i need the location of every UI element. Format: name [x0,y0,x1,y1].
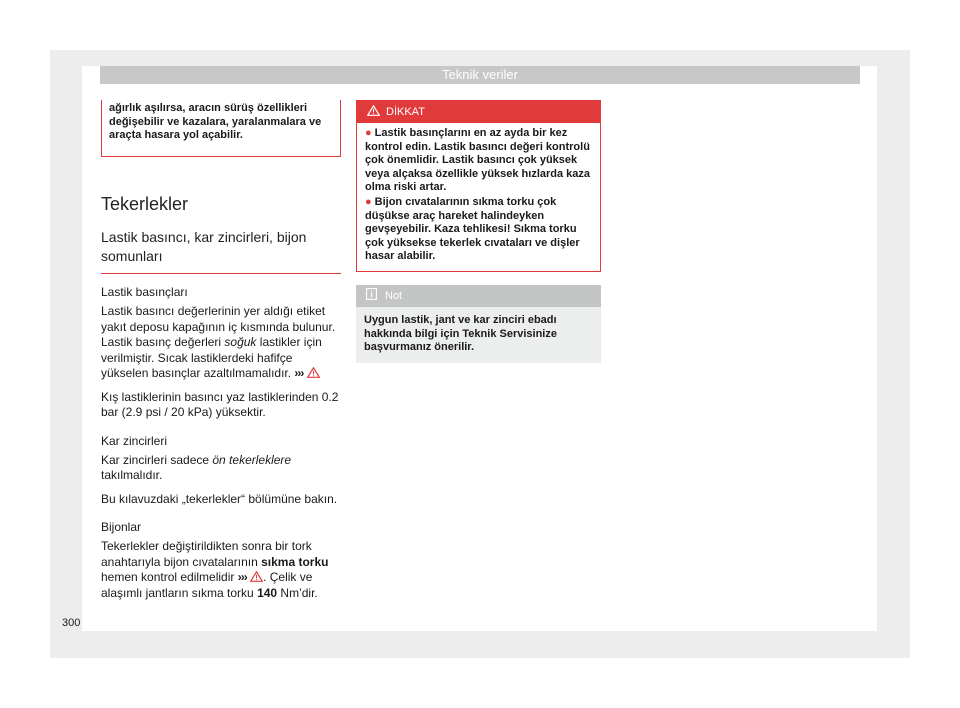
note-body: Uygun lastik, jant ve kar zinciri ebadı hakkında bilgi için Teknik Servisinize başvurmanız önerilir. [364,313,557,354]
page-header: Teknik veriler [100,66,860,84]
info-note-icon [366,288,377,300]
winter-tire-paragraph: Kış lastiklerinin basıncı yaz lastiklerinden 0.2 bar (2.9 psi / 20 kPa) yüksektir. [101,389,339,419]
note-header [356,285,601,307]
snow-chains-paragraph: Kar zincirleri sadece ön tekerleklere takılmalıdır. [101,452,292,482]
warning-body [357,123,600,271]
section-title: Tekerlekler [101,194,189,214]
note-box [356,285,601,363]
left-column [101,100,341,601]
warning-continuation: ağırlık aşılırsa, aracın sürüş özellikleri değişebilir ve kazalara, yaralanmalara ve araçta hasara yol açabilir. [101,100,341,157]
cross-reference-link[interactable]: ››› [237,570,247,584]
wheel-nuts-heading: Bijonlar [101,520,142,534]
tire-pressure-heading: Lastik basınçları [101,285,188,299]
warning-item: ● Bijon cıvatalarının sıkma torku çok düşükse araç hareket halindeyken gevşeyebilir. Kaza tehlikesi! Sıkma torku çok yüksekse tekerlek cıvataları ve dişler hasar alabilir. [365,195,580,263]
tire-pressure-paragraph: Lastik basıncı değerlerinin yer aldığı etiket yakıt deposu kapağının iç kısmında bulunur. Lastik basınç değerleri soğuk lastikler için verilmiştir. Sıcak lastiklerdeki hafifçe yükselen basınçlar azaltılmamalıdır. ››› [101,304,336,380]
warning-triangle-icon [367,105,380,116]
warning-header [357,101,600,123]
section-subtitle: Lastik basıncı, kar zincirleri, bijon somunları [101,228,341,274]
snow-chains-reference: Bu kılavuzdaki „tekerlekler“ bölümüne bakın. [101,491,338,506]
middle-column [356,100,601,363]
warning-triangle-icon [250,571,263,582]
bullet-icon: ● [365,127,372,139]
warning-item: ● Lastik basınçlarını en az ayda bir kez kontrol edin. Lastik basıncı değeri kontrolü çok önemlidir. Lastik basıncı çok yüksek veya alçaksa özellikle yüksek hızlarda kaza olma riski artar. [365,127,591,194]
wheel-nuts-paragraph: Tekerlekler değiştirildikten sonra bir tork anahtarıyla bijon cıvatalarının sıkma torku hemen kontrol edilmelidir ››› . Çelik ve alaşımlı jantların sıkma torku 140 Nm’dir. [101,539,329,600]
snow-chains-heading: Kar zincirleri [101,433,168,448]
warning-triangle-icon [307,367,320,378]
cross-reference-link[interactable]: ››› [294,366,304,380]
warning-title: DİKKAT [386,106,425,118]
bullet-icon: ● [365,195,372,208]
note-title: Not [385,289,403,302]
warning-box [356,100,601,272]
page-number: 300 [62,617,81,629]
